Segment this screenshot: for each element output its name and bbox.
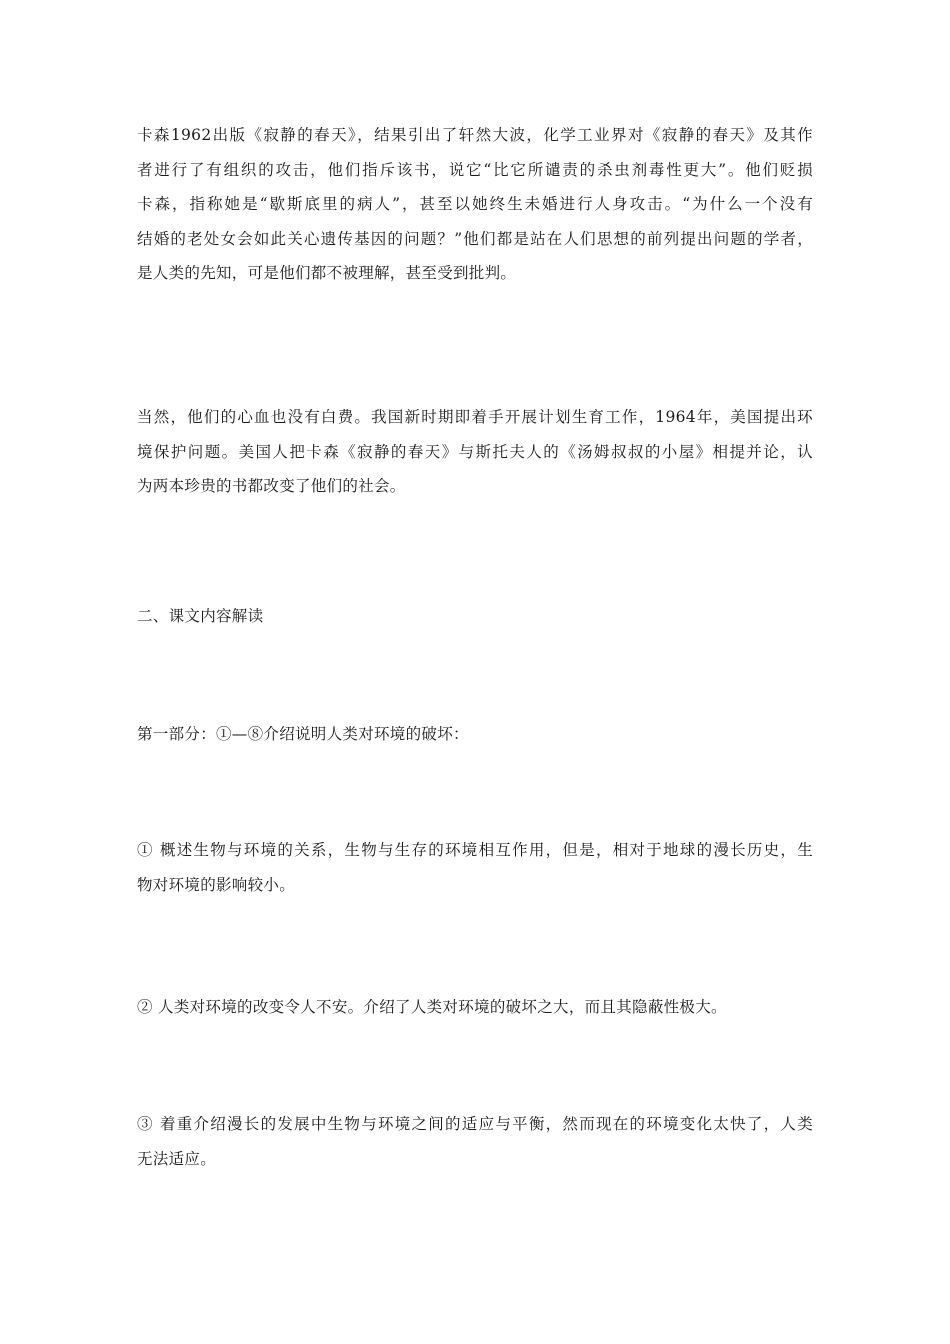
text-line: 物对环境的影响较小。	[137, 875, 296, 894]
text-line: 卡森1962出版《寂静的春天》，结果引出了轩然大波，化学工业界对《寂静的春天》及其作	[137, 126, 813, 144]
text-line: 无法适应。	[137, 1149, 217, 1168]
text-line: 境保护问题。美国人把卡森《寂静的春天》与斯托夫人的《汤姆叔叔的小屋》相提并论，认	[137, 442, 813, 461]
paragraph-carson-controversy	[137, 118, 813, 291]
text-line: 是人类的先知，可是他们都不被理解，甚至受到批判。	[137, 264, 517, 282]
text-line: ③ 着重介绍漫长的发展中生物与环境之间的适应与平衡，然而现在的环境变化太快了，人类	[137, 1115, 813, 1133]
list-item-2	[137, 990, 813, 1025]
paragraph-impact	[137, 400, 813, 504]
text-line: 为两本珍贵的书都改变了他们的社会。	[137, 477, 406, 495]
text-line: 结婚的老处女会如此关心遗传基因的问题？”他们都是站在人们思想的前列提出问题的学者，	[137, 229, 813, 248]
list-item-1	[137, 833, 813, 902]
text-line: 者进行了有组织的攻击，他们指斥该书，说它“比它所谴责的杀虫剂毒性更大”。他们贬损	[137, 160, 813, 179]
part-heading: 第一部分：①—⑧介绍说明人类对环境的破坏：	[137, 725, 469, 743]
text-line: 卡森，指称她是“歇斯底里的病人”，甚至以她终生未婚进行人身攻击。“为什么一个没有	[137, 195, 813, 213]
text-line: ② 人类对环境的改变令人不安。介绍了人类对环境的破坏之大，而且其隐蔽性极大。	[137, 998, 727, 1016]
text-line: ① 概述生物与环境的关系，生物与生存的环境相互作用，但是，相对于地球的漫长历史，生	[137, 841, 813, 859]
list-item-3	[137, 1107, 813, 1176]
section-heading: 二、课文内容解读	[137, 607, 264, 625]
text-line: 当然，他们的心血也没有白费。我国新时期即着手开展计划生育工作，1964年，美国提出环	[137, 408, 813, 426]
